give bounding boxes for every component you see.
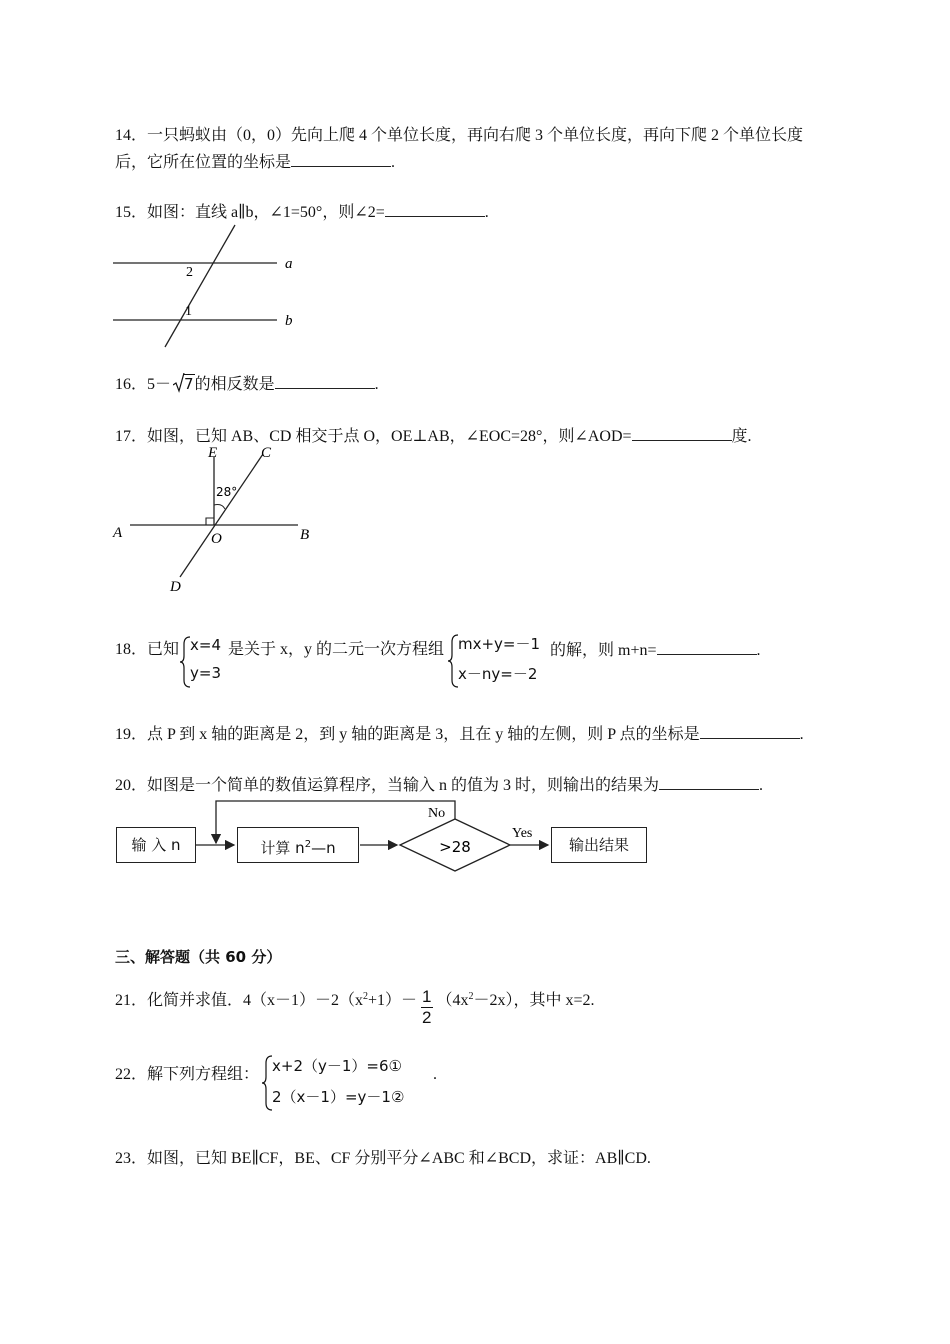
q20-text: 20．如图是一个简单的数值运算程序，当输入 n 的值为 3 时，则输出的结果为	[115, 777, 660, 794]
q18-middle: 是关于 x，y 的二元一次方程组	[228, 641, 445, 658]
q16-end: .	[374, 376, 379, 393]
q22-eq1: x+2（y－1）=6①	[272, 1057, 402, 1075]
q14-line2	[115, 150, 395, 175]
q22-system	[262, 1053, 432, 1113]
answer-blank[interactable]	[657, 638, 757, 655]
answer-blank[interactable]	[385, 200, 485, 217]
q18-tail	[550, 638, 761, 663]
label-A: A	[113, 525, 123, 541]
sys1-eq2: y=3	[190, 664, 221, 682]
q23: 23．如图，已知 BE∥CF，BE、CF 分别平分∠ABC 和∠BCD，求证：AB∥CD.	[115, 1150, 651, 1167]
decision-label: >28	[439, 838, 471, 856]
intersecting-lines-figure	[108, 442, 328, 597]
angle-28: 28°	[216, 485, 238, 499]
q19-end: .	[799, 726, 804, 743]
input-box: 输 入 n	[116, 827, 196, 863]
label-b: b	[285, 313, 293, 329]
q21-p2: （4x	[436, 992, 469, 1010]
answer-blank[interactable]	[291, 150, 391, 167]
frac-den: 2	[422, 1008, 432, 1027]
parallel-lines-figure	[105, 220, 305, 350]
q18-suffix: 的解，则 m+n=	[550, 642, 657, 659]
label-D: D	[170, 579, 181, 595]
sys1-eq1: x=4	[190, 636, 221, 654]
q16	[115, 372, 379, 397]
q14-end: .	[391, 154, 396, 171]
section-title: 三、解答题（共 60 分）	[115, 948, 282, 966]
label-angle-2: 2	[186, 265, 193, 280]
label-B: B	[300, 527, 310, 543]
fraction-one-half	[421, 987, 432, 1028]
no-label: No	[428, 806, 446, 821]
calc-sup: 2	[304, 839, 312, 850]
equation-system	[448, 632, 548, 690]
q15-end: .	[484, 204, 489, 221]
q21	[115, 981, 595, 1027]
q17-text: 17．如图，已知 AB、CD 相交于点 O，OE⊥AB，∠EOC=28°，则∠AOD=	[115, 428, 632, 445]
q22-prefix: 22．解下列方程组：	[115, 1066, 260, 1083]
q14-line1: 14．一只蚂蚁由（0，0）先向上爬 4 个单位长度，再向右爬 3 个单位长度，再向下爬 2 个单位长度	[115, 127, 804, 144]
sqrt-symbol	[173, 372, 195, 397]
label-E: E	[208, 445, 218, 461]
yes-label: Yes	[512, 826, 533, 841]
q21-sup2: 2	[468, 990, 474, 1002]
label-a: a	[285, 256, 293, 272]
q18-end: .	[756, 642, 761, 659]
q14-text: 后，它所在位置的坐标是	[115, 154, 292, 171]
q19-text: 19．点 P 到 x 轴的距离是 2，到 y 轴的距离是 3，且在 y 轴的左侧，则 P 点的坐标是	[115, 726, 700, 743]
q19	[115, 722, 804, 747]
calc-prefix: 计算 n	[260, 839, 305, 857]
answer-blank[interactable]	[632, 424, 732, 441]
q22-eq2: 2（x－1）=y－1②	[272, 1088, 405, 1106]
q15-text: 15．如图：直线 a∥b，∠1=50°，则∠2=	[115, 204, 385, 221]
radical-sign	[173, 373, 185, 393]
sys2-eq2: x－ny=－2	[458, 665, 538, 683]
q21-prefix: 21．化简并求值．4（x－1）－2（x	[115, 992, 364, 1010]
q18-prefix: 18．已知	[115, 641, 180, 658]
q22-end: .	[433, 1066, 437, 1083]
answer-blank[interactable]	[275, 372, 375, 389]
label-angle-1: 1	[185, 304, 192, 319]
calc-suffix: —n	[311, 839, 336, 857]
q21-sup1: 2	[363, 990, 369, 1002]
answer-blank[interactable]	[700, 722, 800, 739]
radicand: 7	[184, 375, 194, 393]
q16-prefix: 16．5－	[115, 376, 172, 393]
frac-num: 1	[422, 987, 432, 1006]
q21-mid: +1）－	[368, 992, 418, 1010]
q16-suffix: 的相反数是	[194, 376, 275, 393]
label-C: C	[261, 445, 272, 461]
output-box: 输出结果	[551, 827, 647, 863]
q20-end: .	[759, 777, 764, 794]
q17-unit: 度.	[731, 428, 752, 445]
label-O: O	[211, 531, 222, 547]
q21-suffix: －2x），其中 x=2.	[473, 992, 595, 1010]
answer-blank[interactable]	[659, 773, 759, 790]
solution-system	[180, 634, 220, 690]
sys2-eq1: mx+y=－1	[458, 635, 541, 653]
calc-box	[237, 827, 359, 863]
